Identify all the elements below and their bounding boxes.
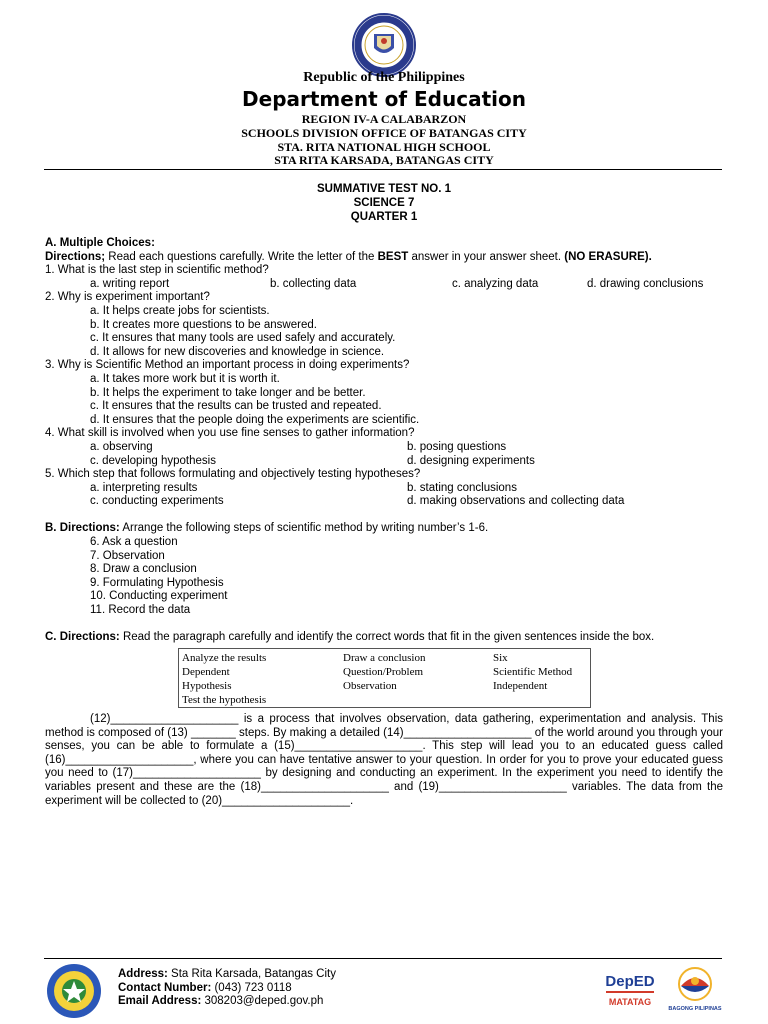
step-item: 6. Ask a question [90, 536, 178, 549]
directions-best: BEST [377, 250, 409, 263]
email-label: Email Address: [118, 995, 202, 1008]
step-item: 10. Conducting experiment [90, 590, 228, 603]
word-bank-item: Draw a conclusion [343, 652, 426, 664]
step-item: 7. Observation [90, 549, 165, 562]
choice-5a: a. interpreting results [90, 481, 198, 494]
question-1-choices [45, 278, 723, 292]
part-a-directions [45, 251, 723, 265]
department-heading: Department of Education [242, 87, 526, 111]
part-b-text: Arrange the following steps of scientific method by writing number’s 1-6. [119, 522, 489, 535]
question-4-choices-row-2 [45, 455, 723, 469]
choice-2d: d. It allows for new discoveries and knowledge in science. [90, 345, 385, 358]
matatag-text: MATATAG [608, 997, 652, 1007]
test-title: SUMMATIVE TEST NO. 1 [317, 183, 451, 195]
test-subject: SCIENCE 7 [353, 197, 415, 209]
paragraph-text: (12)____________________ is a process that involves observation, data gathering, experimentation and analysis. This method is composed of (13) _______ steps. By making a detailed (14)____________________ of the world around you through your senses, you can be able to formulate a (15)____________________. This step will lead you to an educated guess called (16)____________________, where you can have tentative answer to your question. In order for you to prove your educated guess you need to (17)____________________ by designing and conducting an experiment. In the experiment you need to identify the variables present and these are the (18)____________________ and (19)____________________ variables. The data from the experiment will be collected to (20)____________________. [45, 713, 723, 807]
part-b-directions [45, 522, 723, 536]
republic-heading: Republic of the Philippines [303, 70, 465, 85]
school-logo [44, 962, 104, 1020]
choice-3b: b. It helps the experiment to take longer and be better. [90, 386, 366, 399]
directions-text: Read each questions carefully. Write the letter of the [105, 250, 378, 263]
choice-5b: b. stating conclusions [407, 481, 517, 494]
footer-email [118, 995, 336, 1009]
question-5-choices-row-1 [45, 482, 723, 496]
choice-4c: c. developing hypothesis [90, 454, 216, 467]
part-c-directions [45, 631, 723, 645]
address-value: Sta Rita Karsada, Batangas City [167, 968, 336, 980]
question-5-choices-row-2 [45, 495, 723, 509]
deped-matatag-logo [602, 966, 658, 1012]
bagong-pilipinas-logo [664, 964, 726, 1014]
choice-5c: c. conducting experiments [90, 495, 224, 508]
word-bank-item: Dependent [182, 666, 230, 678]
address-label: Address: [118, 968, 168, 980]
contact-label: Contact Number: [118, 981, 212, 994]
choice-2b: b. It creates more questions to be answered. [90, 318, 317, 331]
division-heading: SCHOOLS DIVISION OFFICE OF BATANGAS CITY [241, 126, 527, 140]
step-item: 11. Record the data [90, 604, 191, 617]
choice-1d: d. drawing conclusions [587, 277, 704, 290]
location-heading: STA RITA KARSADA, BATANGAS CITY [274, 153, 494, 167]
choice-1c: c. analyzing data [452, 277, 539, 290]
school-heading: STA. RITA NATIONAL HIGH SCHOOL [277, 140, 491, 154]
contact-value: (043) 723 0118 [211, 981, 292, 994]
choice-2a: a. It helps create jobs for scientists. [90, 304, 270, 317]
step-item: 8. Draw a conclusion [90, 563, 197, 576]
header-divider [44, 169, 722, 170]
test-content [45, 237, 723, 645]
footer-divider [44, 958, 722, 959]
footer-contact-number [118, 982, 336, 996]
choice-5d: d. making observations and collecting data [407, 495, 625, 508]
part-b-label: B. Directions: [45, 522, 120, 535]
word-bank-item: Independent [493, 680, 548, 692]
deped-logo-text: DepED [605, 973, 655, 990]
part-a-heading: A. Multiple Choices: [45, 237, 155, 249]
step-item: 9. Formulating Hypothesis [90, 576, 224, 589]
directions-text-2: answer in your answer sheet. [408, 250, 565, 263]
part-c-label: C. Directions: [45, 631, 120, 644]
question-3: 3. Why is Scientific Method an important process in doing experiments? [45, 359, 410, 372]
word-bank-item: Analyze the results [182, 652, 267, 664]
word-bank-item: Observation [343, 680, 397, 692]
word-bank-box [178, 648, 591, 708]
word-bank-item: Question/Problem [343, 666, 424, 678]
question-1: 1. What is the last step in scientific method? [45, 264, 269, 277]
choice-4d: d. designing experiments [407, 454, 535, 467]
directions-erasure: (NO ERASURE). [564, 250, 652, 263]
word-bank-item: Six [493, 652, 508, 664]
email-value: 308203@deped.gov.ph [201, 995, 324, 1008]
fill-in-paragraph [45, 713, 723, 808]
choice-2c: c. It ensures that many tools are used safely and accurately. [90, 332, 396, 345]
question-5: 5. Which step that follows formulating and objectively testing hypotheses? [45, 468, 421, 481]
deped-seal-logo [344, 12, 424, 78]
directions-label: Directions; [45, 250, 106, 263]
choice-4a: a. observing [90, 440, 153, 453]
part-c-text: Read the paragraph carefully and identify the correct words that fit in the given sentences inside the box. [119, 631, 655, 644]
word-bank-item: Test the hypothesis [182, 694, 267, 706]
bagong-pilipinas-text: BAGONG PILIPINAS [668, 1006, 722, 1012]
footer-address [118, 968, 336, 982]
test-title-block [0, 182, 768, 224]
region-heading: REGION IV-A CALABARZON [301, 112, 467, 126]
test-quarter: QUARTER 1 [350, 211, 418, 223]
question-4: 4. What skill is involved when you use fine senses to gather information? [45, 427, 415, 440]
footer-contact [118, 968, 336, 1009]
choice-3c: c. It ensures that the results can be trusted and repeated. [90, 400, 382, 413]
choice-1a: a. writing report [90, 277, 170, 290]
word-bank-item: Hypothesis [182, 680, 232, 692]
word-bank-item: Scientific Method [493, 666, 573, 678]
question-4-choices-row-1 [45, 441, 723, 455]
choice-1b: b. collecting data [270, 277, 357, 290]
question-2: 2. Why is experiment important? [45, 291, 210, 304]
choice-3a: a. It takes more work but it is worth it. [90, 372, 280, 385]
choice-3d: d. It ensures that the people doing the experiments are scientific. [90, 413, 420, 426]
choice-4b: b. posing questions [407, 440, 507, 453]
